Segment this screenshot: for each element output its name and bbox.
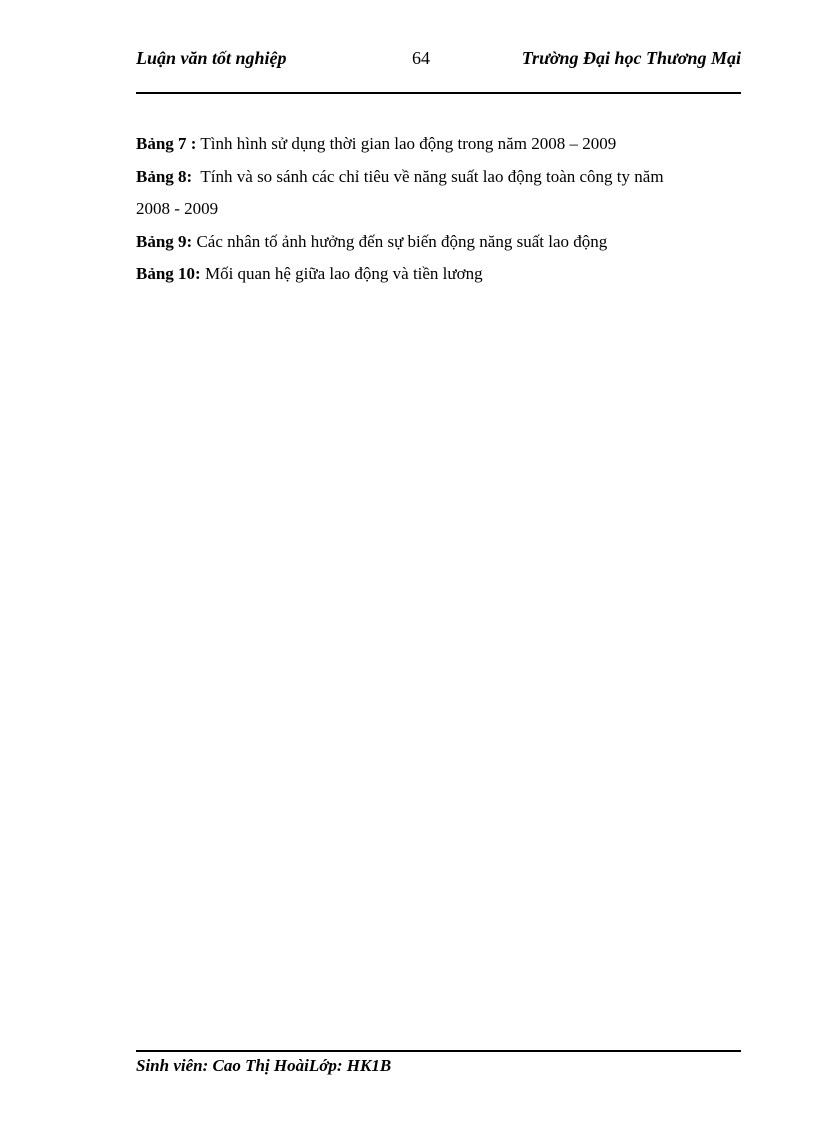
table-title: Tính và so sánh các chỉ tiêu về năng suất lao động toàn công ty năm xyxy=(192,166,664,186)
page-number: 64 xyxy=(412,48,430,68)
table-title: Tình hình sử dụng thời gian lao động trong năm 2008 – 2009 xyxy=(196,134,617,153)
table-title: Các nhân tố ảnh hưởng đến sự biến động năng suất lao động xyxy=(192,231,608,251)
table-title-continuation: 2008 - 2009 xyxy=(136,199,219,218)
list-item-table-10 xyxy=(136,258,741,291)
header-divider xyxy=(136,92,741,94)
list-item-table-9 xyxy=(136,226,741,259)
page-footer: Sinh viên: Cao Thị HoàiLớp: HK1B xyxy=(136,1056,392,1075)
table-label: Bảng 7 : xyxy=(136,134,197,153)
header-thesis-title: Luận văn tốt nghiệp xyxy=(136,48,287,68)
table-label: Bảng 10: xyxy=(136,264,201,283)
table-label: Bảng 9: xyxy=(136,231,193,251)
table-title: Mối quan hệ giữa lao động và tiền lương xyxy=(200,264,483,283)
list-item-table-7 xyxy=(136,128,741,161)
table-list xyxy=(136,128,741,291)
page-header xyxy=(136,46,741,76)
footer-divider xyxy=(136,1050,741,1052)
header-university: Trường Đại học Thương Mại xyxy=(521,48,741,68)
list-item-table-8-continuation xyxy=(136,193,741,226)
list-item-table-8 xyxy=(136,161,741,194)
table-label: Bảng 8: xyxy=(136,166,193,186)
